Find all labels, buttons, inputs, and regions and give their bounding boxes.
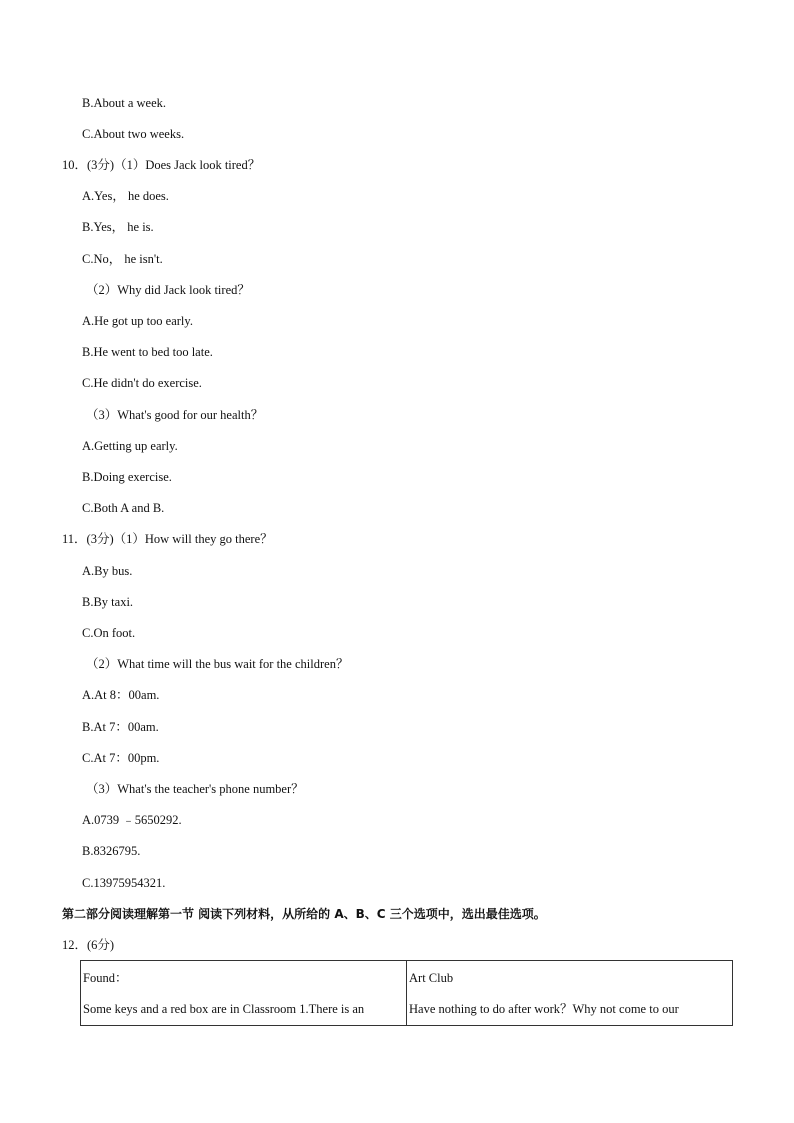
q10-2-option-a: A.He got up too early. [82, 314, 193, 328]
q10-2-prompt: （2）Why did Jack look tired？ [86, 283, 250, 297]
q11-2-option-c: C.At 7：00pm. [82, 751, 160, 765]
q11-1-option-a: A.By bus. [82, 564, 133, 578]
q11-1-option-c: C.On foot. [82, 626, 136, 640]
art-club-cell [407, 961, 733, 1026]
q11-3-option-c: C.13975954321. [82, 876, 166, 890]
q10-1-option-b: B.Yes， he is. [82, 220, 154, 234]
art-club-text: Have nothing to do after work？Why not come to our [409, 1002, 679, 1016]
found-notice-text: Some keys and a red box are in Classroom 1.There is an [83, 1002, 365, 1016]
q10-3-option-a: A.Getting up early. [82, 439, 178, 453]
q10-3-prompt: （3）What's good for our health？ [86, 408, 264, 422]
art-club-title: Art Club [409, 971, 454, 985]
q12-passages-table [80, 960, 733, 1026]
q10-3-option-c: C.Both A and B. [82, 501, 165, 515]
q12-header: 12．(6分) [62, 938, 115, 952]
section-heading: 第二部分阅读理解第一节 阅读下列材料，从所给的 A、B、C 三个选项中，选出最佳选项。 [62, 907, 546, 921]
q11-3-option-a: A.0739 ﹣5650292. [82, 813, 182, 827]
q11-3-option-b: B.8326795. [82, 844, 141, 858]
q10-2-option-c: C.He didn't do exercise. [82, 376, 202, 390]
q11-2-prompt: （2）What time will the bus wait for the children？ [86, 657, 349, 671]
q11-2-option-a: A.At 8：00am. [82, 688, 160, 702]
q11-header: 11．(3分)（1）How will they go there？ [62, 532, 273, 546]
q11-3-prompt: （3）What's the teacher's phone number？ [86, 782, 304, 796]
q11-2-option-b: B.At 7：00am. [82, 720, 159, 734]
q10-1-option-c: C.No， he isn't. [82, 252, 163, 266]
found-notice-cell [81, 961, 407, 1026]
q10-1-option-a: A.Yes， he does. [82, 189, 169, 203]
q10-2-option-b: B.He went to bed too late. [82, 345, 213, 359]
q11-1-option-b: B.By taxi. [82, 595, 134, 609]
q10-header: 10．(3分)（1）Does Jack look tired？ [62, 158, 261, 172]
q9-option-c: C.About two weeks. [82, 127, 185, 141]
q10-3-option-b: B.Doing exercise. [82, 470, 172, 484]
found-notice-title: Found： [83, 971, 128, 985]
q9-option-b: B.About a week. [82, 96, 167, 110]
